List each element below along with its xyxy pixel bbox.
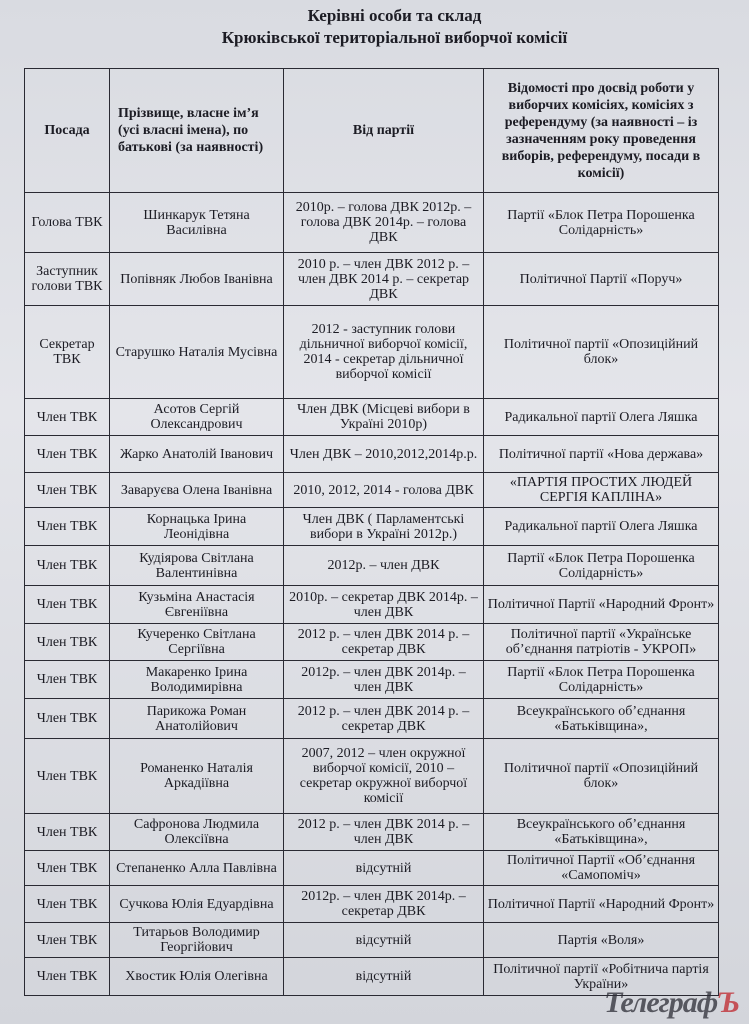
cell-position: Член ТВК — [25, 624, 110, 661]
cell-party: Політичної Партії «Об’єднання «Самопоміч» — [484, 851, 719, 886]
table-row — [25, 923, 719, 958]
cell-name: Кучеренко Світлана Сергіївна — [110, 624, 284, 661]
cell-party: Всеукраїнського об’єднання «Батьківщина», — [484, 699, 719, 739]
cell-name: Шинкарук Тетяна Василівна — [110, 193, 284, 253]
cell-name: Кудіярова Світлана Валентинівна — [110, 546, 284, 586]
table-row — [25, 253, 719, 306]
cell-position: Член ТВК — [25, 661, 110, 699]
cell-experience: відсутній — [284, 851, 484, 886]
cell-position: Член ТВК — [25, 436, 110, 473]
cell-position: Член ТВК — [25, 546, 110, 586]
table-row — [25, 399, 719, 436]
cell-name: Старушко Наталія Мусівна — [110, 306, 284, 399]
cell-experience: 2012 р. – член ДВК 2014 р. – секретар ДВК — [284, 624, 484, 661]
cell-party: Політичної Партії «Народний Фронт» — [484, 586, 719, 624]
cell-experience: Член ДВК (Місцеві вибори в Україні 2010р) — [284, 399, 484, 436]
cell-party: Політичної партії «Опозиційний блок» — [484, 739, 719, 814]
table-row — [25, 624, 719, 661]
table-row — [25, 699, 719, 739]
cell-name: Парикожа Роман Анатолійович — [110, 699, 284, 739]
cell-party: Всеукраїнського об’єднання «Батьківщина», — [484, 814, 719, 851]
cell-experience: Член ДВК ( Парламентські вибори в Україні 2012р.) — [284, 508, 484, 546]
cell-name: Жарко Анатолій Іванович — [110, 436, 284, 473]
header-experience: Відомості про досвід роботи у виборчих комісіях, комісіях з референдуму (за наявності – із зазначенням року проведення виборів, референдуму, посади в комісії) — [484, 69, 719, 193]
cell-experience: 2012р. – член ДВК 2014р. – член ДВК — [284, 661, 484, 699]
header-name: Прізвище, власне ім’я (усі власні імена), по батькові (за наявності) — [110, 69, 284, 193]
header-party: Від партії — [284, 69, 484, 193]
cell-name: Степаненко Алла Павлівна — [110, 851, 284, 886]
table-row — [25, 661, 719, 699]
cell-name: Заваруєва Олена Іванівна — [110, 473, 284, 508]
table-row — [25, 193, 719, 253]
cell-name: Попівняк Любов Іванівна — [110, 253, 284, 306]
cell-position: Член ТВК — [25, 699, 110, 739]
cell-name: Сафронова Людмила Олексіївна — [110, 814, 284, 851]
cell-position: Секретар ТВК — [25, 306, 110, 399]
cell-position: Член ТВК — [25, 923, 110, 958]
cell-party: Партія «Воля» — [484, 923, 719, 958]
cell-name: Кузьміна Анастасія Євгеніївна — [110, 586, 284, 624]
table-row — [25, 306, 719, 399]
cell-party: Політичної партії «Нова держава» — [484, 436, 719, 473]
table-row — [25, 546, 719, 586]
cell-party: Політичної партії «Українське об’єднання патріотів - УКРОП» — [484, 624, 719, 661]
cell-position: Член ТВК — [25, 508, 110, 546]
table-row — [25, 473, 719, 508]
cell-name: Сучкова Юлія Едуардівна — [110, 886, 284, 923]
cell-position: Член ТВК — [25, 814, 110, 851]
cell-party: Політичної Партії «Поруч» — [484, 253, 719, 306]
cell-party: Партії «Блок Петра Порошенка Солідарність» — [484, 193, 719, 253]
cell-experience: 2012р. – член ДВК 2014р. – секретар ДВК — [284, 886, 484, 923]
table-header-row — [25, 69, 719, 193]
cell-position: Голова ТВК — [25, 193, 110, 253]
document-subtitle: Крюківської територіальної виборчої комісії — [221, 28, 568, 47]
cell-position: Член ТВК — [25, 399, 110, 436]
cell-experience: 2012 р. – член ДВК 2014 р. – секретар ДВК — [284, 699, 484, 739]
telegraf-watermark: ТелеграфЪ — [604, 986, 739, 1019]
cell-experience: відсутній — [284, 958, 484, 996]
cell-position: Член ТВК — [25, 473, 110, 508]
table-row — [25, 814, 719, 851]
cell-party: Радикальної партії Олега Ляшка — [484, 399, 719, 436]
cell-position: Член ТВК — [25, 586, 110, 624]
table-row — [25, 436, 719, 473]
cell-party: Політичної партії «Опозиційний блок» — [484, 306, 719, 399]
cell-party: Партії «Блок Петра Порошенка Солідарність» — [484, 661, 719, 699]
cell-name: Титарьов Володимир Георгійович — [110, 923, 284, 958]
cell-position: Член ТВК — [25, 886, 110, 923]
cell-experience: 2007, 2012 – член окружної виборчої комісії, 2010 – секретар окружної виборчої комісії — [284, 739, 484, 814]
table-row — [25, 508, 719, 546]
cell-experience: Член ДВК – 2010,2012,2014р.р. — [284, 436, 484, 473]
cell-experience: 2010, 2012, 2014 - голова ДВК — [284, 473, 484, 508]
cell-party: Політичної Партії «Народний Фронт» — [484, 886, 719, 923]
cell-party: Радикальної партії Олега Ляшка — [484, 508, 719, 546]
header-position: Посада — [25, 69, 110, 193]
commission-table — [24, 68, 719, 996]
cell-experience: 2010р. – голова ДВК 2012р. – голова ДВК 2014р. – голова ДВК — [284, 193, 484, 253]
cell-position: Член ТВК — [25, 958, 110, 996]
cell-name: Романенко Наталія Аркадіївна — [110, 739, 284, 814]
cell-party: Партії «Блок Петра Порошенка Солідарність» — [484, 546, 719, 586]
cell-name: Асотов Сергій Олександрович — [110, 399, 284, 436]
cell-experience: відсутній — [284, 923, 484, 958]
cell-party: Політичної партії «Робітнича партія України» — [484, 958, 719, 996]
cell-experience: 2012 р. – член ДВК 2014 р. – член ДВК — [284, 814, 484, 851]
cell-name: Корнацька Ірина Леонідівна — [110, 508, 284, 546]
table-row — [25, 851, 719, 886]
cell-name: Макаренко Ірина Володимирівна — [110, 661, 284, 699]
cell-party: «ПАРТІЯ ПРОСТИХ ЛЮДЕЙ СЕРГІЯ КАПЛІНА» — [484, 473, 719, 508]
cell-experience: 2012р. – член ДВК — [284, 546, 484, 586]
cell-position: Заступник голови ТВК — [25, 253, 110, 306]
table-row — [25, 886, 719, 923]
cell-experience: 2010р. – секретар ДВК 2014р. – член ДВК — [284, 586, 484, 624]
cell-experience: 2010 р. – член ДВК 2012 р. – член ДВК 2014 р. – секретар ДВК — [284, 253, 484, 306]
cell-position: Член ТВК — [25, 739, 110, 814]
document-title: Керівні особи та склад — [307, 6, 482, 25]
cell-position: Член ТВК — [25, 851, 110, 886]
cell-name: Хвостик Юлія Олегівна — [110, 958, 284, 996]
table-row — [25, 586, 719, 624]
cell-experience: 2012 - заступник голови дільничної виборчої комісії, 2014 - секретар дільничної виборчої комісії — [284, 306, 484, 399]
table-row — [25, 739, 719, 814]
